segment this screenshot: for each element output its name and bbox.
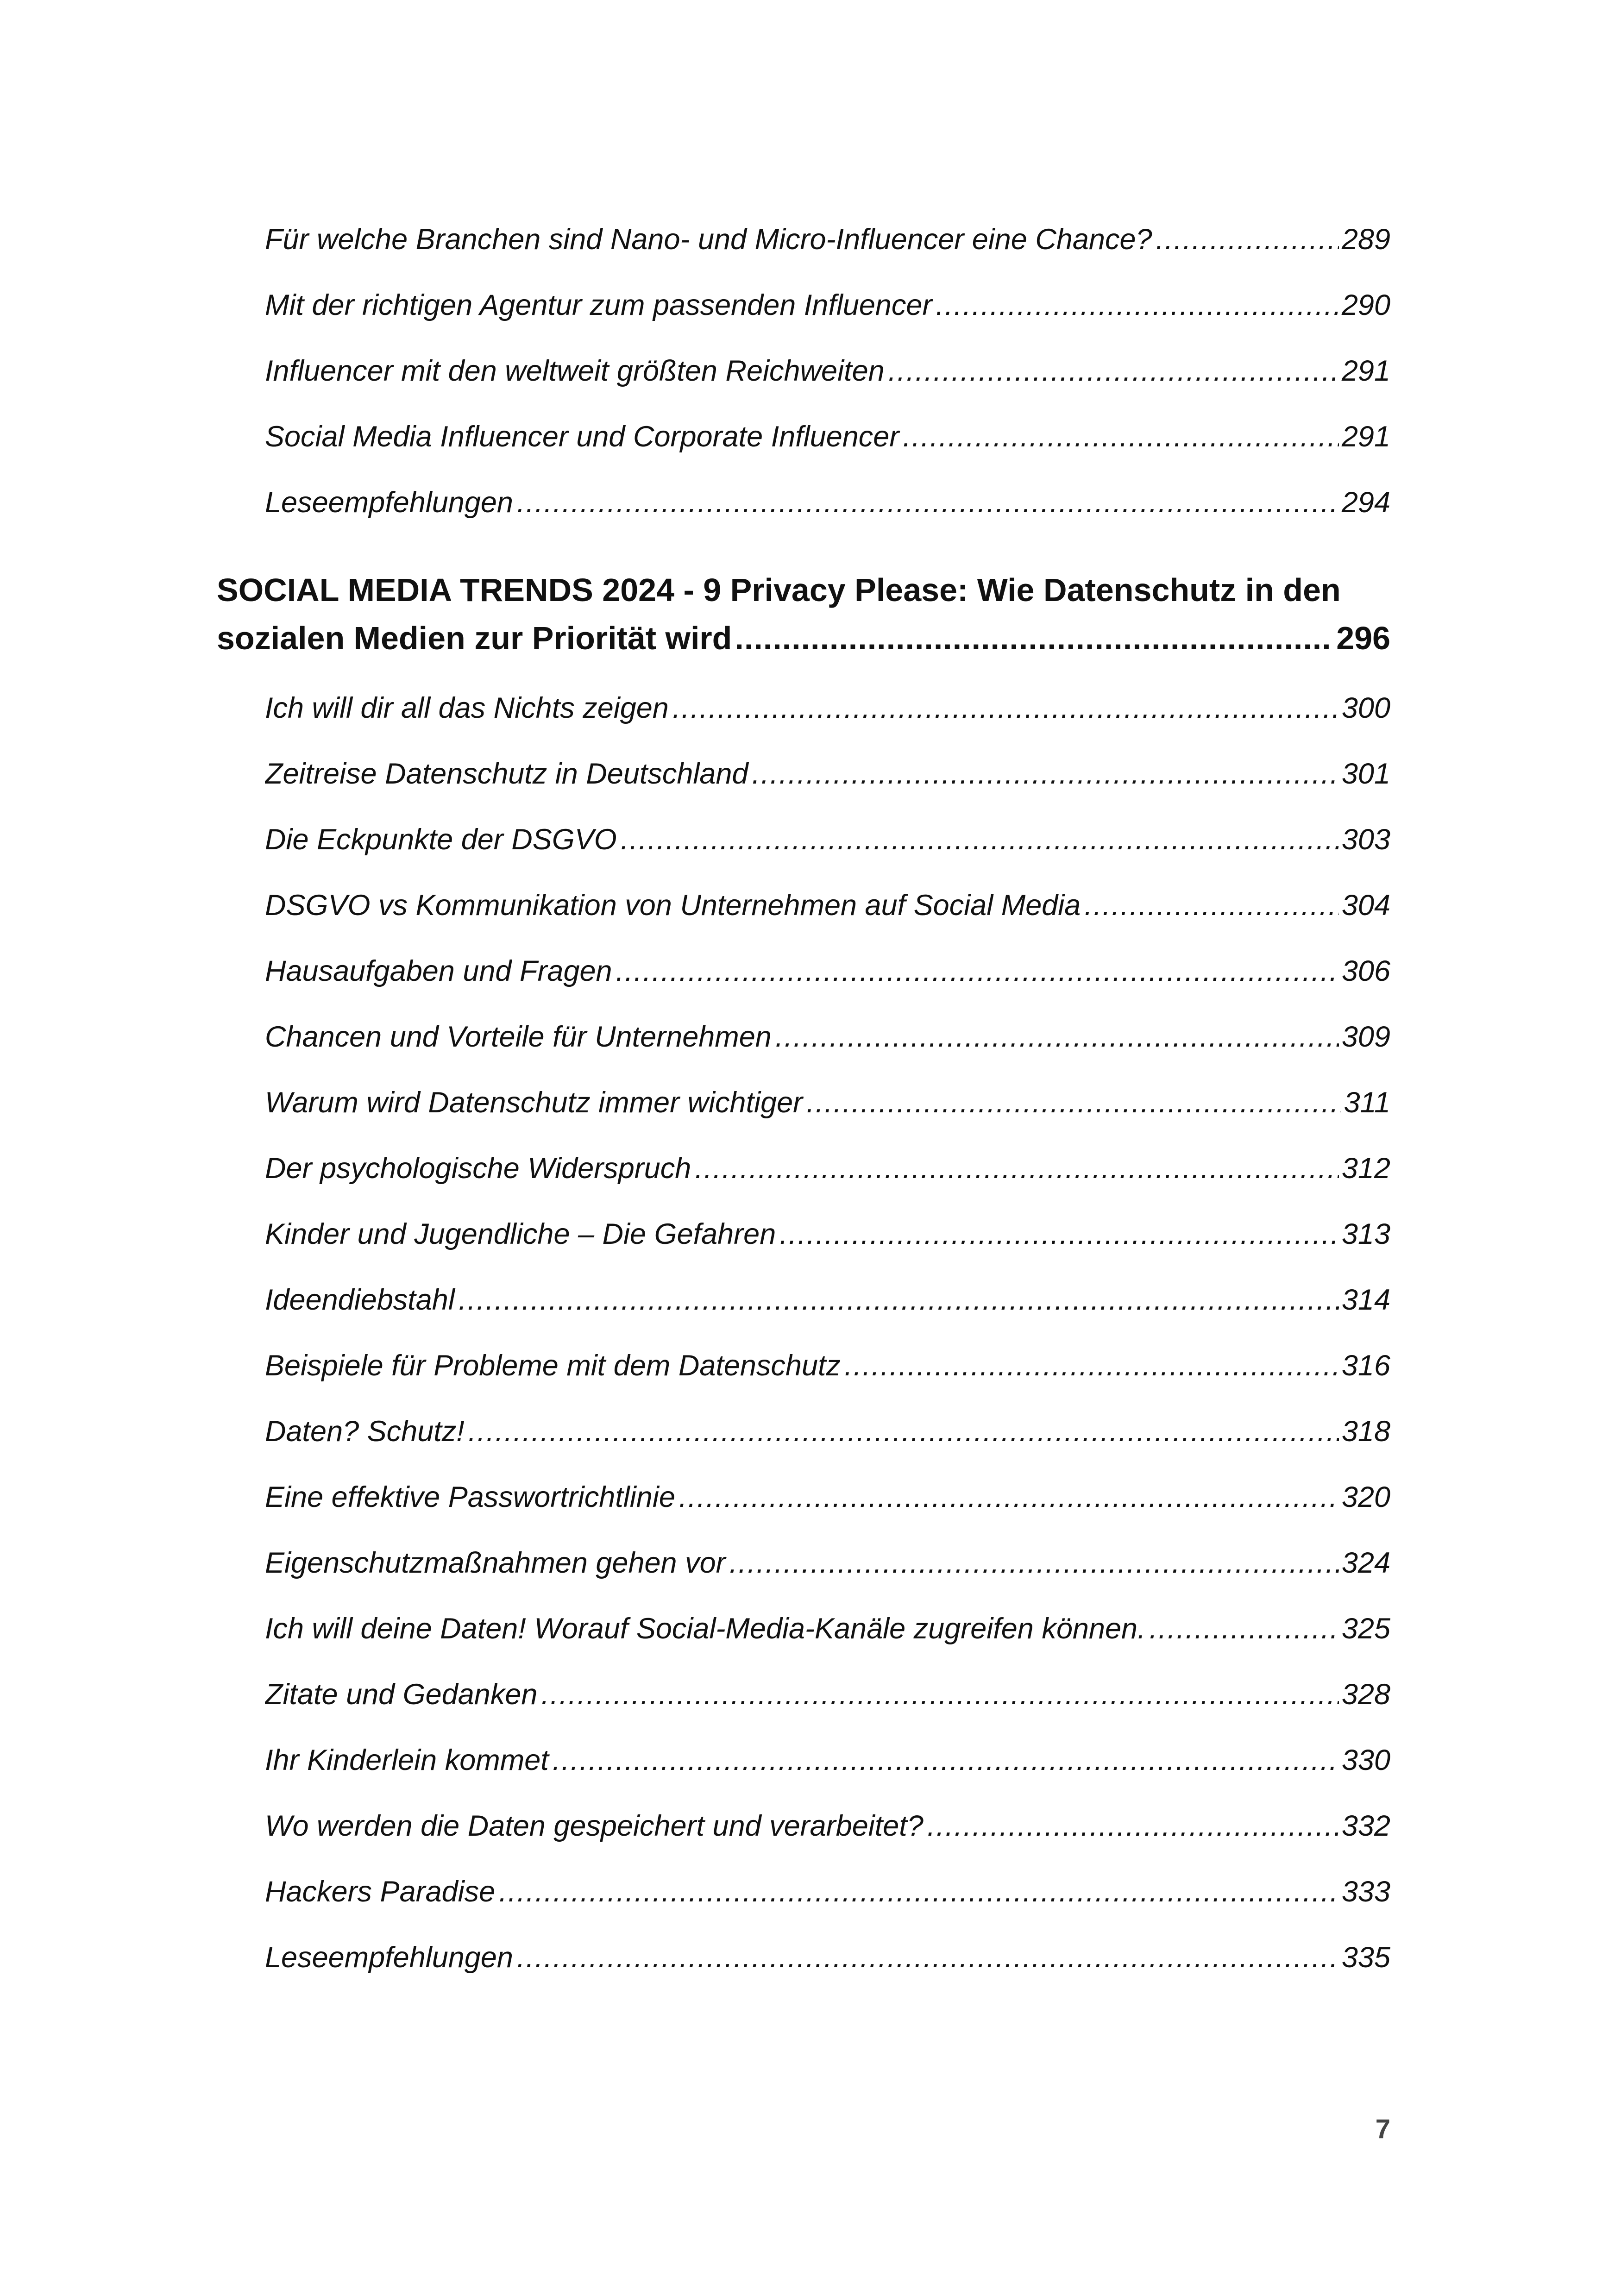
toc-entry-title: Daten? Schutz! xyxy=(265,1415,465,1448)
toc-entry[interactable] xyxy=(265,885,1390,926)
dot-leader xyxy=(729,1542,1339,1584)
toc-entry[interactable] xyxy=(265,1279,1390,1321)
dot-leader xyxy=(735,614,1332,662)
toc-entry[interactable] xyxy=(265,284,1390,326)
toc-entry-page: 335 xyxy=(1341,1941,1390,1974)
dot-leader xyxy=(1084,885,1339,926)
toc-entry-title: Eigenschutzmaßnahmen gehen vor xyxy=(265,1547,726,1579)
toc-entry-title: Influencer mit den weltweit größten Reichweiten xyxy=(265,355,885,387)
dot-leader xyxy=(936,284,1338,326)
dot-leader xyxy=(888,350,1339,392)
toc-entry[interactable] xyxy=(265,482,1390,523)
dot-leader xyxy=(806,1082,1341,1123)
toc-entry-page: 312 xyxy=(1341,1152,1390,1185)
toc-entry-page: 300 xyxy=(1341,692,1390,724)
toc-entry-title: Eine effektive Passwortrichtlinie xyxy=(265,1481,675,1513)
toc-entry-page: 333 xyxy=(1341,1876,1390,1908)
toc-entry-page: 316 xyxy=(1341,1349,1390,1382)
toc-entry[interactable] xyxy=(265,350,1390,392)
toc-entry-page: 328 xyxy=(1341,1678,1390,1711)
dot-leader xyxy=(616,950,1339,992)
dot-leader xyxy=(499,1871,1339,1913)
toc-entry[interactable] xyxy=(265,753,1390,795)
toc-entry-page: 314 xyxy=(1341,1284,1390,1316)
toc-entry-page: 290 xyxy=(1341,289,1390,321)
toc-entry-title: Ich will dir all das Nichts zeigen xyxy=(265,692,669,724)
toc-entry[interactable] xyxy=(265,1674,1390,1715)
dot-leader xyxy=(468,1411,1339,1452)
section-heading-title-end: sozialen Medien zur Priorität wird xyxy=(217,620,732,656)
toc-entry-title: Hausaufgaben und Fragen xyxy=(265,955,612,987)
toc-entry-title: Wo werden die Daten gespeichert und verarbeitet? xyxy=(265,1810,924,1842)
section-heading-page: 296 xyxy=(1336,620,1390,656)
toc-entry[interactable] xyxy=(265,819,1390,860)
toc-entry-page: 306 xyxy=(1341,955,1390,987)
toc-entry-page: 309 xyxy=(1341,1021,1390,1053)
dot-leader xyxy=(779,1213,1339,1255)
toc-entry[interactable] xyxy=(265,219,1390,260)
toc-entry-page: 324 xyxy=(1341,1547,1390,1579)
toc-entry[interactable] xyxy=(265,1082,1390,1123)
toc-entry-page: 291 xyxy=(1341,420,1390,453)
toc-entry[interactable] xyxy=(265,1345,1390,1386)
toc-entry-title: Hackers Paradise xyxy=(265,1876,496,1908)
toc-entry[interactable] xyxy=(265,1542,1390,1584)
toc-entry[interactable] xyxy=(265,1937,1390,1978)
toc-entry-page: 318 xyxy=(1341,1415,1390,1448)
section-heading-line1: SOCIAL MEDIA TRENDS 2024 - 9 Privacy Please: Wie Datenschutz in den xyxy=(217,572,1341,608)
toc-entry[interactable] xyxy=(265,1871,1390,1913)
dot-leader xyxy=(844,1345,1339,1386)
toc-entry-title: Ihr Kinderlein kommet xyxy=(265,1744,549,1776)
toc-entry-title: Kinder und Jugendliche – Die Gefahren xyxy=(265,1218,776,1250)
toc-entry-title: Social Media Influencer und Corporate Influencer xyxy=(265,420,899,453)
toc-entry-page: 304 xyxy=(1341,889,1390,922)
dot-leader xyxy=(517,1937,1339,1978)
dot-leader xyxy=(1150,1608,1339,1650)
toc-entry-page: 313 xyxy=(1341,1218,1390,1250)
toc-entry-page: 325 xyxy=(1341,1612,1390,1645)
toc-entry[interactable] xyxy=(265,950,1390,992)
section-heading-line2 xyxy=(217,614,1390,662)
toc-entry[interactable] xyxy=(265,1213,1390,1255)
toc-entry-page: 311 xyxy=(1344,1086,1390,1119)
toc-entry[interactable] xyxy=(265,1148,1390,1189)
dot-leader xyxy=(679,1476,1339,1518)
toc-entry-page: 303 xyxy=(1341,823,1390,856)
dot-leader xyxy=(459,1279,1339,1321)
dot-leader xyxy=(517,482,1339,523)
dot-leader xyxy=(553,1739,1339,1781)
toc-entry[interactable] xyxy=(265,1016,1390,1058)
toc-entry-title: Die Eckpunkte der DSGVO xyxy=(265,823,617,856)
dot-leader xyxy=(903,416,1339,458)
toc-entry-title: Zeitreise Datenschutz in Deutschland xyxy=(265,758,748,790)
toc-entry-title: Ideendiebstahl xyxy=(265,1284,455,1316)
page-number: 7 xyxy=(1375,2114,1390,2144)
toc-entry-title: Leseempfehlungen xyxy=(265,1941,513,1974)
toc-entry-title: Mit der richtigen Agentur zum passenden Influencer xyxy=(265,289,932,321)
toc-entry-page: 294 xyxy=(1341,486,1390,519)
toc-entry[interactable] xyxy=(265,416,1390,458)
dot-leader xyxy=(1156,219,1339,260)
dot-leader xyxy=(695,1148,1339,1189)
toc-entry[interactable] xyxy=(265,1411,1390,1452)
dot-leader xyxy=(541,1674,1338,1715)
toc-entry[interactable] xyxy=(265,687,1390,729)
toc-entry[interactable] xyxy=(265,1739,1390,1781)
toc-entry-page: 289 xyxy=(1341,223,1390,256)
toc-entry-title: Leseempfehlungen xyxy=(265,486,513,519)
toc-entry-title: Für welche Branchen sind Nano- und Micro-Influencer eine Chance? xyxy=(265,223,1152,256)
toc-entry-page: 291 xyxy=(1341,355,1390,387)
toc-entry-title: Ich will deine Daten! Worauf Social-Media-Kanäle zugreifen können. xyxy=(265,1612,1146,1645)
dot-leader xyxy=(775,1016,1339,1058)
toc-entry-page: 332 xyxy=(1341,1810,1390,1842)
toc-entry-title: Der psychologische Widerspruch xyxy=(265,1152,691,1185)
dot-leader xyxy=(621,819,1339,860)
toc-entry-page: 320 xyxy=(1341,1481,1390,1513)
toc-entry-title: DSGVO vs Kommunikation von Unternehmen auf Social Media xyxy=(265,889,1081,922)
dot-leader xyxy=(752,753,1339,795)
toc-entry-title: Beispiele für Probleme mit dem Datenschutz xyxy=(265,1349,841,1382)
toc-entry[interactable] xyxy=(265,1805,1390,1847)
toc-entry[interactable] xyxy=(265,1608,1390,1650)
dot-leader xyxy=(672,687,1339,729)
toc-entry-page: 330 xyxy=(1341,1744,1390,1776)
toc-entry-title: Zitate und Gedanken xyxy=(265,1678,538,1711)
toc-entry[interactable] xyxy=(265,1476,1390,1518)
toc-entry-page: 301 xyxy=(1341,758,1390,790)
section-heading[interactable] xyxy=(217,566,1390,662)
toc-entry-title: Chancen und Vorteile für Unternehmen xyxy=(265,1021,772,1053)
dot-leader xyxy=(927,1805,1339,1847)
toc-entry-title: Warum wird Datenschutz immer wichtiger xyxy=(265,1086,803,1119)
